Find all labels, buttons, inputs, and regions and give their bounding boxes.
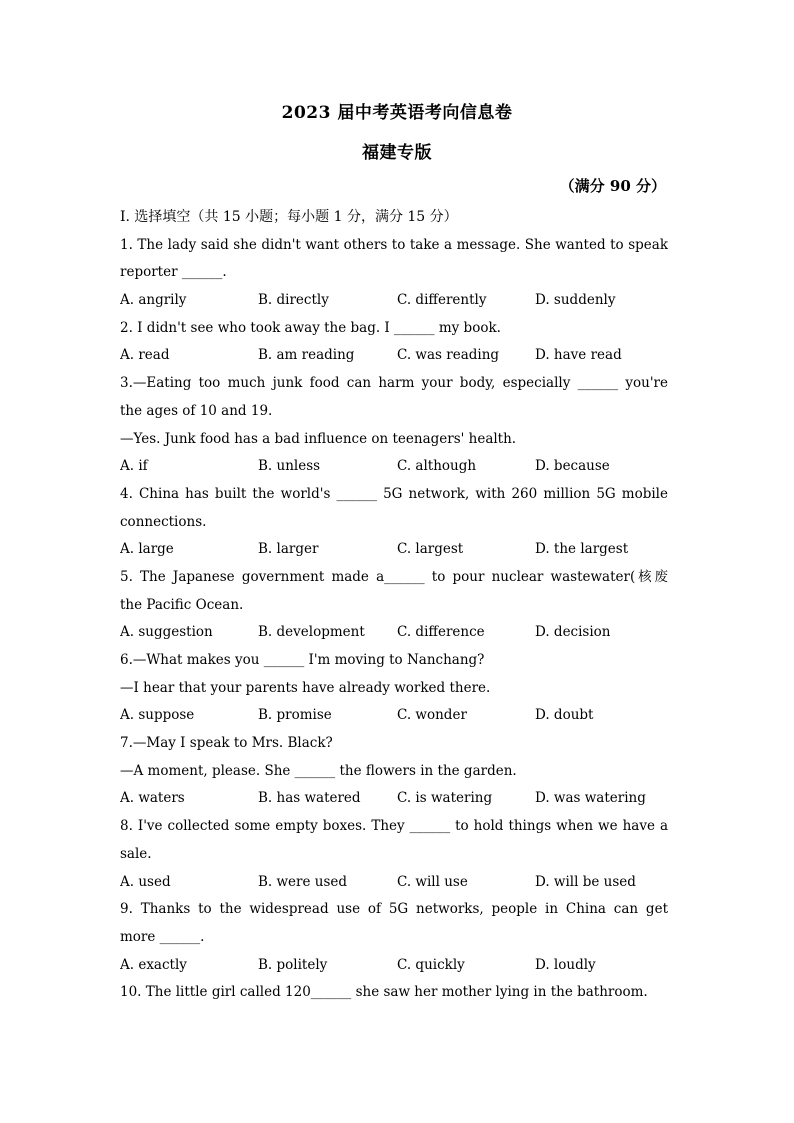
question-3-reply: —Yes. Junk food has a bad influence on teenagers' health.: [120, 430, 517, 447]
option-a: A. large: [120, 541, 174, 558]
option-a: A. read: [120, 347, 170, 364]
question-4-stem: 4. China has built the world's ______ 5G network, with 260 million 5G mobile: [120, 485, 668, 502]
option-b: B. larger: [258, 541, 319, 558]
question-9-stem-cont: more ______.: [120, 928, 205, 945]
option-d: D. was watering: [535, 790, 646, 807]
option-c: C. is watering: [397, 790, 493, 807]
option-d: D. the largest: [535, 541, 629, 558]
question-6-reply: —I hear that your parents have already worked there.: [120, 679, 491, 696]
option-c: C. differently: [397, 292, 487, 309]
question-8-stem-cont: sale.: [120, 845, 152, 862]
option-d: D. loudly: [535, 956, 596, 973]
option-a: A. waters: [120, 790, 185, 807]
question-5-options: [120, 619, 668, 647]
option-b: B. am reading: [258, 347, 355, 364]
option-b: B. development: [258, 624, 365, 641]
option-c: C. difference: [397, 624, 485, 641]
option-b: B. promise: [258, 707, 332, 724]
option-d: D. because: [535, 458, 610, 475]
option-c: C. will use: [397, 873, 468, 890]
question-list: [120, 204, 668, 1007]
option-a: A. exactly: [120, 956, 187, 973]
exam-subtitle: 福建专版: [362, 143, 432, 163]
question-8-options: [120, 869, 668, 897]
question-6-stem: 6.—What makes you ______ I'm moving to Nanchang?: [120, 652, 485, 668]
option-a: A. suggestion: [120, 624, 213, 641]
question-7-stem: 7.—May I speak to Mrs. Black?: [120, 735, 333, 752]
question-8-stem: 8. I've collected some empty boxes. They ______ to hold things when we have a: [120, 818, 668, 835]
option-a: A. used: [120, 873, 171, 890]
option-a: A. angrily: [120, 292, 187, 309]
question-9-stem: 9. Thanks to the widespread use of 5G networks, people in China can get: [120, 901, 668, 918]
option-b: B. unless: [258, 458, 321, 475]
question-3-stem: 3.—Eating too much junk food can harm your body, especially ______ you're: [120, 375, 668, 392]
question-7-reply: —A moment, please. She ______ the flowers in the garden.: [120, 762, 517, 779]
option-d: D. will be used: [535, 873, 636, 890]
option-d: D. have read: [535, 347, 622, 364]
option-d: D. doubt: [535, 707, 594, 724]
option-b: B. politely: [258, 956, 328, 973]
question-7-options: [120, 785, 668, 813]
question-9-options: [120, 952, 668, 980]
question-1-stem: 1. The lady said she didn't want others to take a message. She wanted to speak: [120, 236, 668, 253]
option-b: B. has watered: [258, 790, 361, 807]
question-2-options: [120, 342, 668, 370]
option-a: A. if: [120, 458, 148, 475]
option-b: B. directly: [258, 292, 329, 309]
question-2-stem: 2. I didn't see who took away the bag. I ______ my book.: [120, 319, 501, 336]
full-score: （满分 90 分）: [559, 177, 666, 195]
question-1-stem-cont: reporter ______.: [120, 264, 227, 281]
question-4-stem-cont: connections.: [120, 513, 207, 530]
question-4-options: [120, 536, 668, 564]
question-3-stem-cont: the ages of 10 and 19.: [120, 402, 273, 419]
exam-title: 2023 届中考英语考向信息卷: [281, 103, 513, 123]
question-5-stem-cont: the Pacific Ocean.: [120, 596, 244, 613]
section-title: Ⅰ. 选择填空（共 15 小题；每小题 1 分，满分 15 分）: [120, 209, 458, 225]
question-5-stem: 5. The Japanese government made a______ to pour nuclear wastewater(核废: [120, 568, 668, 585]
option-c: C. wonder: [397, 707, 467, 724]
question-1-options: [120, 287, 668, 315]
option-c: C. largest: [397, 541, 464, 558]
option-b: B. were used: [258, 873, 348, 890]
question-6-options: [120, 702, 668, 730]
question-3-options: [120, 453, 668, 481]
option-a: A. suppose: [120, 707, 195, 724]
option-d: D. suddenly: [535, 292, 616, 309]
option-c: C. was reading: [397, 347, 500, 364]
question-10-stem: 10. The little girl called 120______ she saw her mother lying in the bathroom.: [120, 984, 648, 1001]
option-c: C. quickly: [397, 956, 465, 973]
option-d: D. decision: [535, 624, 611, 641]
option-c: C. although: [397, 458, 477, 475]
